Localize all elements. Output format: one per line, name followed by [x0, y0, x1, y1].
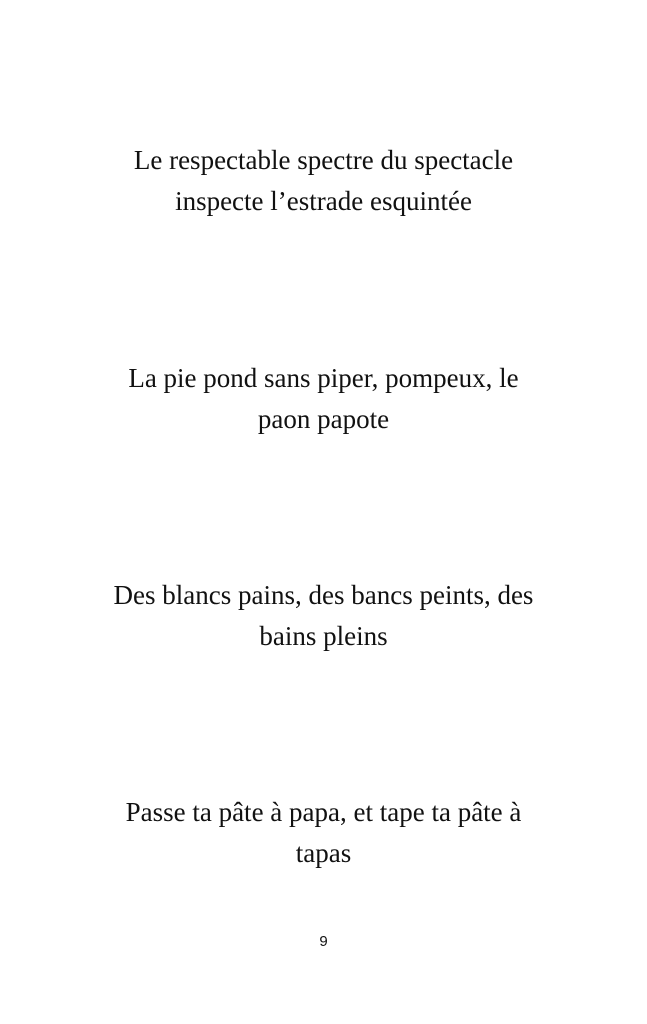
tongue-twister-1 — [0, 140, 647, 222]
tongue-twister-3 — [0, 575, 647, 657]
phrase-line: Passe ta pâte à papa, et tape ta pâte à — [125, 797, 522, 827]
page-number: 9 — [319, 933, 328, 950]
phrase-line: bains pleins — [259, 621, 388, 651]
phrase-line: inspecte l’estrade esquintée — [175, 186, 472, 216]
phrase-line: Le respectable spectre du spectacle — [133, 145, 514, 175]
tongue-twister-4 — [0, 792, 647, 874]
phrase-line: La pie pond sans piper, pompeux, le — [128, 363, 519, 393]
phrase-line: tapas — [295, 838, 352, 868]
tongue-twister-2 — [0, 358, 647, 440]
phrase-line: paon papote — [257, 404, 390, 434]
phrase-line: Des blancs pains, des bancs peints, des — [113, 580, 534, 610]
